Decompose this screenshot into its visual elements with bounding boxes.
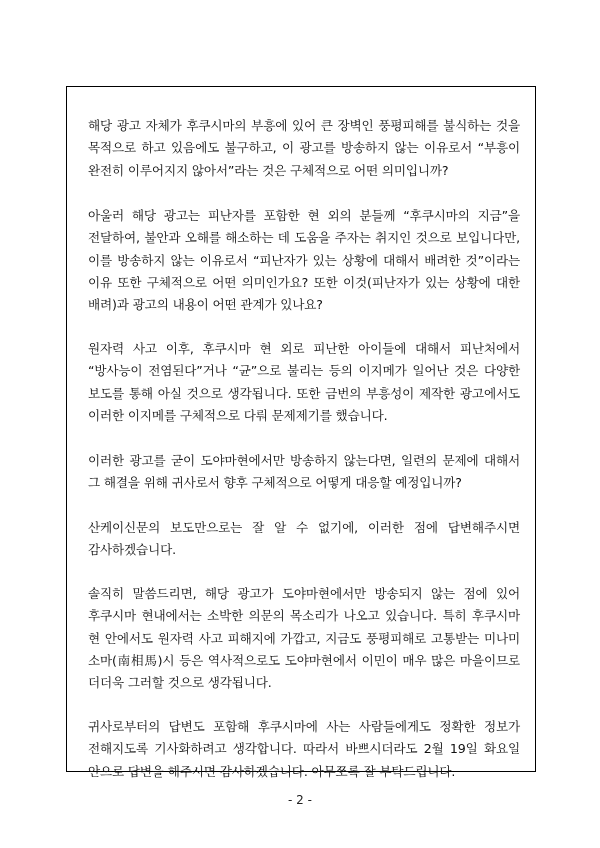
paragraph-3: 원자력 사고 이후, 후쿠시마 현 외로 피난한 아이들에 대해서 피난처에서 “방사능이 전염된다”거나 “균”으로 불리는 등의 이지메가 일어난 것은 다양한 보도를 통해 아실 것으로 생각됩니다. 또한 금번의 부흥성이 제작한 광고에서도 이러한 이지메를 구체적으로 다뤄 문제제기를 했습니다. <box>88 341 520 423</box>
paragraph-4: 이러한 광고를 굳이 도야마현에서만 방송하지 않는다면, 일련의 문제에 대해서 그 해결을 위해 귀사로서 향후 구체적으로 어떻게 대응할 예정입니까? <box>88 453 520 491</box>
paragraph-6: 솔직히 말씀드리면, 해당 광고가 도야마현에서만 방송되지 않는 점에 있어 후쿠시마 현내에서는 소박한 의문의 목소리가 나오고 있습니다. 특히 후쿠시마 현 안에서도 원자력 사고 피해지에 가깝고, 지금도 풍평피해로 고통받는 미나미 소마(南相馬)시 등은 역사적으로도 도야마현에서 이민이 매우 많은 마을이므로 더더욱 그러할 것으로 생각됩니다. <box>88 586 520 691</box>
page-number: - 2 - <box>288 793 312 807</box>
paragraph-2: 아울러 해당 광고는 피난자를 포함한 현 외의 분들께 “후쿠시마의 지금”을 전달하여, 불안과 오해를 해소하는 데 도움을 주자는 취지인 것으로 보입니다만, 이를 방송하지 않는 이유로서 “피난자가 있는 상황에 대해서 배려한 것”이라는 이유 또한 구체적으로 어떤 의미인가요? 또한 이것(피난자가 있는 상황에 대한 배려)과 광고의 내용이 어떤 관계가 있나요? <box>88 208 520 313</box>
paragraph-1: 해당 광고 자체가 후쿠시마의 부흥에 있어 큰 장벽인 풍평피해를 불식하는 것을 목적으로 하고 있음에도 불구하고, 이 광고를 방송하지 않는 이유로서 “부흥이 완전히 이루어지지 않아서”라는 것은 구체적으로 어떤 의미입니까? <box>88 118 520 178</box>
paragraph-5: 산케이신문의 보도만으로는 잘 알 수 없기에, 이러한 점에 답변해주시면 감사하겠습니다. <box>88 520 520 558</box>
paragraph-7: 귀사로부터의 답변도 포함해 후쿠시마에 사는 사람들에게도 정확한 정보가 전해지도록 기사화하려고 생각합니다. 따라서 바쁘시더라도 2월 19일 화요일 안으로 답변을 해주시면 감사하겠습니다. 아무쪼록 잘 부탁드립니다. <box>88 719 520 779</box>
